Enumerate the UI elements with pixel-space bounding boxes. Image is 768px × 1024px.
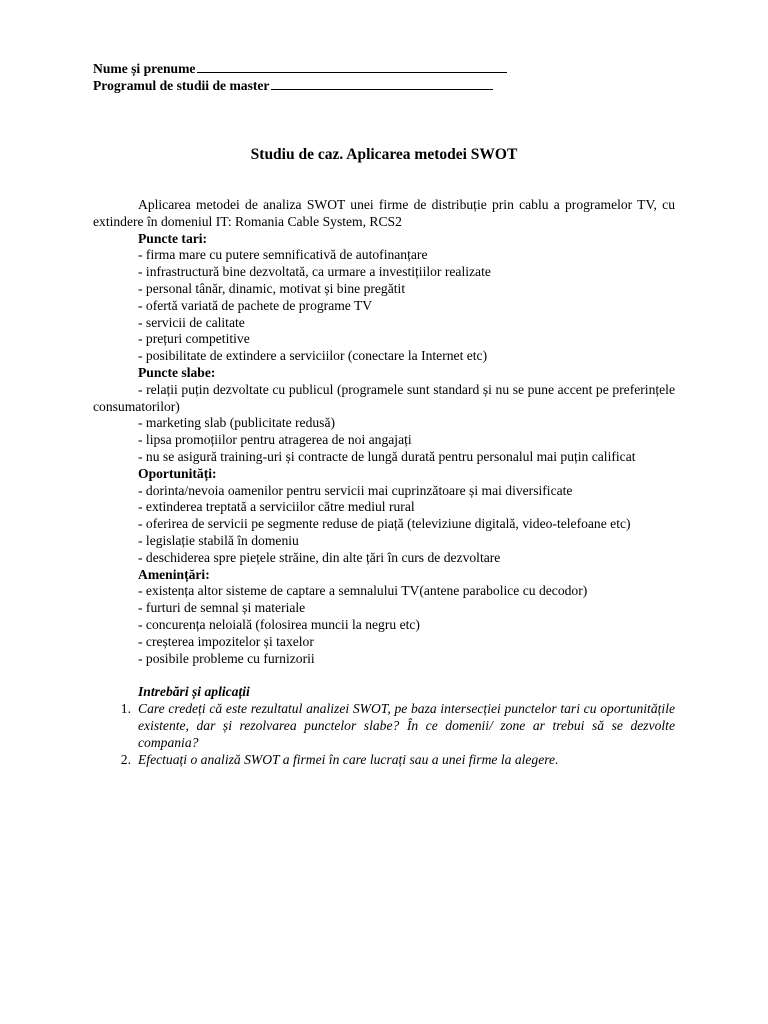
question-item [93,701,675,751]
document-body [93,197,675,768]
list-item: - concurența neloială (folosirea muncii la negru etc) [138,616,420,632]
name-blank-line [197,61,507,73]
name-field [93,61,675,78]
list-item: - existența altor sisteme de captare a semnalului TV(antene parabolice cu decodor) [138,583,588,599]
list-item: - personal tânăr, dinamic, motivat și bine pregătit [138,280,406,296]
list-item: - oferirea de servicii pe segmente reduse de piață (televiziune digitală, video-telefoane etc) [138,516,631,532]
list-item: - lipsa promoțiilor pentru atragerea de noi angajați [138,432,412,448]
program-label: Programul de studii de master [93,78,270,93]
list-item: - ofertă variată de pachete de programe TV [138,297,373,313]
list-item: - marketing slab (publicitate redusă) [138,415,336,431]
question-number: 1. [120,701,131,717]
section-heading-strengths: Puncte tari: [138,230,208,246]
question-number: 2. [120,751,131,767]
name-label: Nume și prenume [93,61,196,76]
list-item: - legislație stabilă în domeniu [138,532,299,548]
list-item: - extinderea treptată a serviciilor către mediul rural [138,499,415,515]
list-item: - prețuri competitive [138,331,250,347]
question-text: Care credeți că este rezultatul analizei SWOT, pe baza intersecției punctelor tari cu oportunitățile existente, dar și rezolvarea punctelor slabe? În ce domenii/ zone ar trebui să se dezvolte compania? [138,701,675,750]
list-item: - deschiderea spre piețele străine, din alte țări în curs de dezvoltare [138,549,501,565]
list-item: - creșterea impozitelor și taxelor [138,633,314,649]
program-blank-line [271,78,493,90]
list-item: - furturi de semnal și materiale [138,600,306,616]
intro-paragraph: Aplicarea metodei de analiza SWOT unei firme de distribuție prin cablu a programelor TV, cu extindere în domeniul IT: Romania Cable System, RCS2 [93,197,675,229]
header-fields [93,61,675,95]
list-item: - infrastructură bine dezvoltată, ca urmare a investițiilor realizate [138,264,491,280]
list-item: - firma mare cu putere semnificativă de autofinanțare [138,247,428,263]
questions-heading: Intrebări și aplicații [138,684,250,700]
section-heading-threats: Amenințări: [138,566,210,582]
list-item: - dorinta/nevoia oamenilor pentru servicii mai cuprinzătoare și mai diversificate [138,482,573,498]
list-item: - nu se asigură training-uri și contracte de lungă durată pentru personalul mai puțin calificat [138,448,636,464]
question-item [93,752,675,769]
program-field [93,78,675,95]
list-item: - servicii de calitate [138,314,245,330]
list-item: - posibile probleme cu furnizorii [138,650,315,666]
list-item: - relații puțin dezvoltate cu publicul (programele sunt standard și nu se pune accent pe preferințele consumatorilor) [93,381,675,414]
section-heading-weaknesses: Puncte slabe: [138,364,216,380]
list-item: - posibilitate de extindere a serviciilor (conectare la Internet etc) [138,348,488,364]
section-heading-opportunities: Oportunități: [138,465,217,481]
question-text: Efectuați o analiză SWOT a firmei în care lucrați sau a unei firme la alegere. [138,751,559,767]
page-title: Studiu de caz. Aplicarea metodei SWOT [250,146,518,163]
